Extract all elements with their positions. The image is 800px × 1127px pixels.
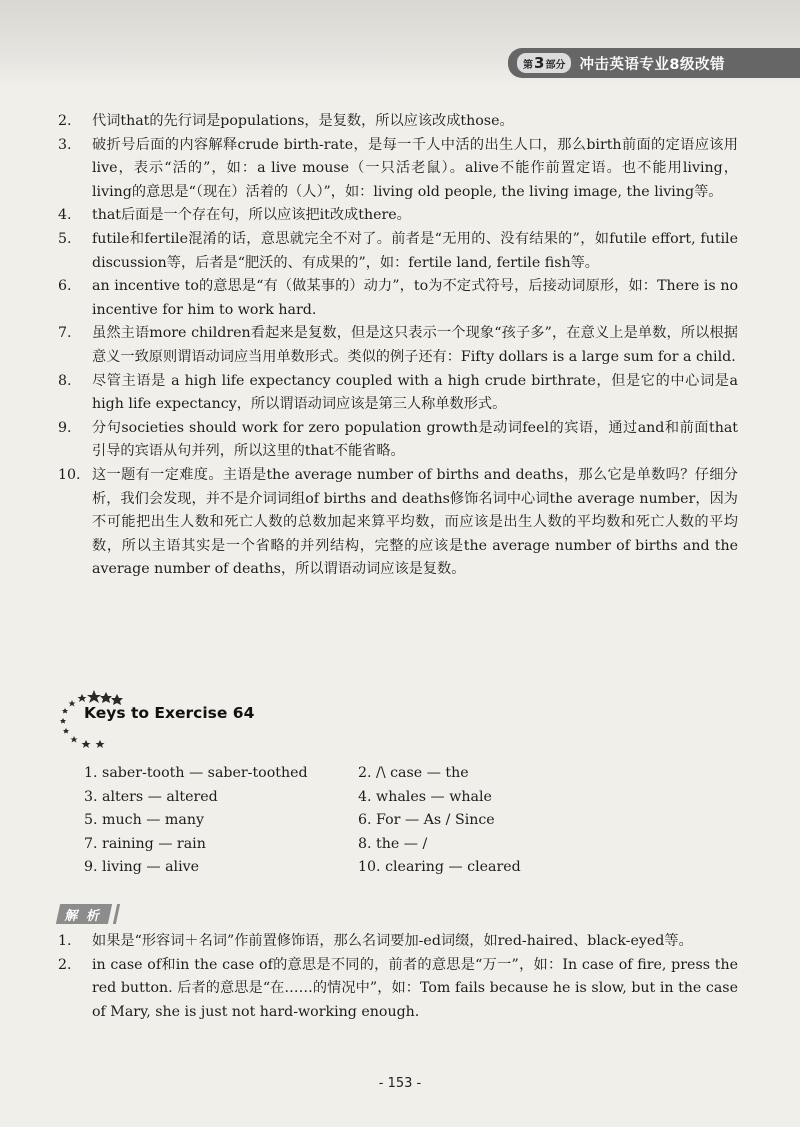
key-cell: 6. For — As / Since: [358, 812, 495, 829]
list-item: [58, 322, 738, 369]
item-number: 4.: [58, 207, 72, 224]
list-item: [58, 417, 738, 464]
item-number: 9.: [58, 419, 72, 436]
item-number: 6.: [58, 278, 72, 295]
part-badge: [517, 53, 571, 73]
explanation-list-bottom: [58, 930, 738, 1024]
part-prefix: 第: [523, 59, 533, 71]
analysis-badge: 解 析: [56, 904, 112, 924]
list-item: [58, 275, 738, 322]
key-cell: 8. the — /: [358, 835, 428, 852]
key-cell: 3. alters — altered: [84, 788, 218, 805]
item-number: 10.: [58, 466, 81, 483]
item-number: 2.: [58, 956, 72, 973]
item-text: 虽然主语more children看起来是复数，但是这只表示一个现象“孩子多”，在意义上是单数，所以根据意义一致原则谓语动词应当用单数形式。类似的例子还有：Fifty dollars is a large sum for a child.: [92, 325, 738, 365]
key-cell: 10. clearing — cleared: [358, 859, 521, 876]
list-item: [58, 228, 738, 275]
page-header: [0, 0, 800, 86]
page-number: - 153 -: [378, 1076, 422, 1091]
key-cell: 9. living — alive: [84, 859, 200, 876]
item-number: 3.: [58, 136, 72, 153]
key-cell: 7. raining — rain: [84, 835, 206, 852]
item-text: that后面是一个存在句，所以应该把it改成there。: [92, 207, 411, 224]
key-cell: 1. saber-tooth — saber-toothed: [84, 765, 308, 781]
item-text: 尽管主语是 a high life expectancy coupled with a high crude birthrate，但是它的中心词是a high life expectancy，所以谓语动词应该是第三人称单数形式。: [92, 372, 738, 413]
key-row: [84, 762, 604, 786]
item-text: 这一题有一定难度。主语是the average number of births and deaths，那么它是单数吗？仔细分析，我们会发现，并不是介词词组of births and deaths修饰名词中心词the average number，因为不可能把出生人数和死亡人数的总数加起来算平均数，而应该是出生人数的平均数和死亡人数的平均数，所以主语其实是一个省略的并列结构，完整的应该是the average number of births and the average number of deaths，所以谓语动词应该是复数。: [92, 466, 738, 578]
explanation-list-top: [58, 110, 738, 582]
item-number: 5.: [58, 230, 72, 247]
answer-key-table: [84, 762, 604, 880]
item-text: 破折号后面的内容解释crude birth-rate，是每一千人中活的出生人口，那么birth前面的定语应该用live，表示“活的”，如：a live mouse（一只活老鼠）。alive不能作前置定语。也不能用living，living的意思是“（现在）活着的（人）”，如：living old people, the living image, the living等。: [92, 136, 738, 200]
item-text: 代词that的先行词是populations，是复数，所以应该改成those。: [92, 113, 514, 129]
list-item: [58, 464, 738, 582]
item-number: 1.: [58, 933, 72, 949]
list-item: [58, 134, 738, 205]
key-row: [84, 856, 604, 880]
list-item: [58, 204, 738, 228]
item-text: futile和fertile混淆的话，意思就完全不对了。前者是“无用的、没有结果的”，如futile effort, futile discussion等，后者是“肥沃的、有成果的”，如：fertile land, fertile fish等。: [92, 230, 738, 271]
item-number: 8.: [58, 372, 72, 389]
key-cell: 2. /\ case — the: [358, 765, 469, 781]
list-item: [58, 930, 738, 954]
section-title: 冲击英语专业8级改错: [579, 56, 726, 73]
exercise-heading: [60, 688, 360, 748]
item-text: 分句societies should work for zero population growth是动词feel的宾语，通过and和前面that引导的宾语从句并列，所以这里的that不能省略。: [92, 419, 738, 460]
list-item: [58, 110, 738, 134]
item-text: in case of和in the case of的意思是不同的，前者的意思是“万一”，如：In case of fire, press the red button. 后者的意思是“在……的情况中”，如：Tom fails because he is slow, but in the case of Mary, she is just not hard-working enough.: [92, 956, 738, 1020]
item-number: 2.: [58, 113, 72, 129]
key-row: [84, 809, 604, 833]
part-suffix: 部分: [545, 59, 566, 71]
list-item: [58, 370, 738, 417]
section-tab: [508, 48, 800, 78]
part-number: 3: [534, 54, 545, 72]
item-number: 7.: [58, 325, 72, 342]
key-row: [84, 833, 604, 857]
exercise-title: Keys to Exercise 64: [84, 704, 255, 722]
item-text: an incentive to的意思是“有（做某事的）动力”，to为不定式符号，后接动词原形，如：There is no incentive for him to work hard.: [92, 278, 738, 318]
list-item: [58, 954, 738, 1025]
key-row: [84, 786, 604, 810]
key-cell: 5. much — many: [84, 812, 204, 829]
item-text: 如果是“形容词＋名词”作前置修饰语，那么名词要加-ed词缀，如red-haired、black-eyed等。: [92, 933, 693, 949]
key-cell: 4. whales — whale: [358, 788, 492, 805]
